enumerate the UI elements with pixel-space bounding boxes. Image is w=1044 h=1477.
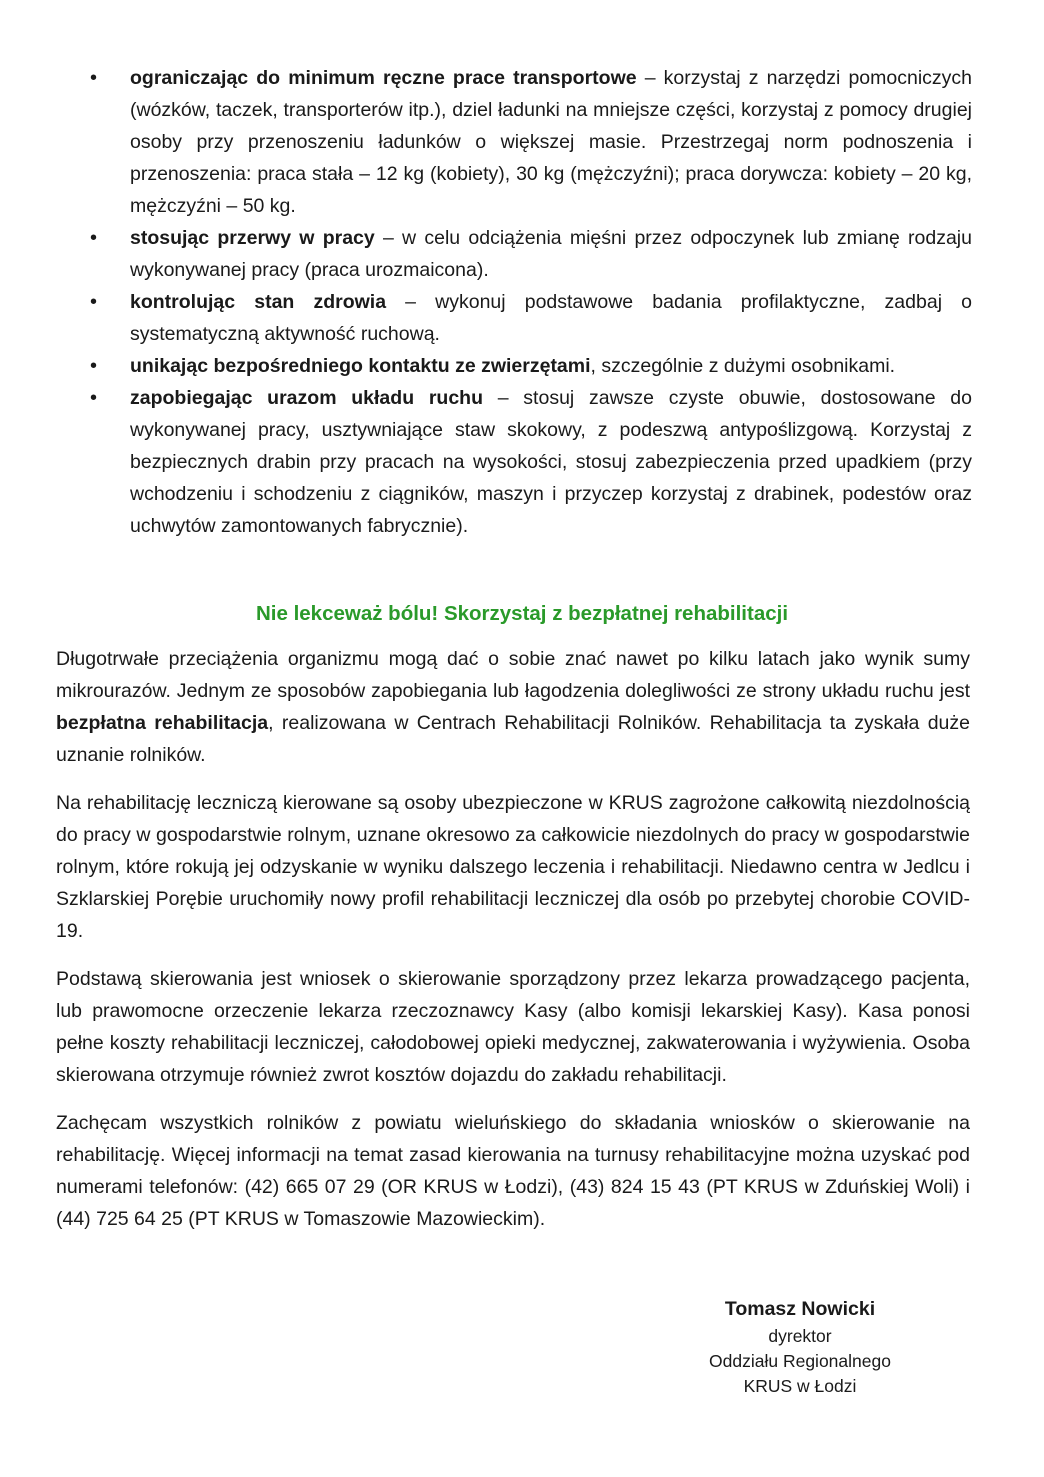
signature-department: Oddziału Regionalnego (709, 1351, 891, 1371)
list-item (82, 286, 972, 350)
list-item (82, 222, 972, 286)
signature-organization: KRUS w Łodzi (743, 1376, 857, 1396)
paragraph-text: Długotrwałe przeciążenia organizmu mogą dać o sobie znać nawet po kilku latach jako wynik sumy mikrourazów. Jednym ze sposobów zapobiegania lub łagodzenia dolegliwości ze strony układu ruchu jest (56, 648, 970, 702)
bullet-list (82, 62, 972, 542)
section-heading: Nie lekceważ bólu! Skorzystaj z bezpłatnej rehabilitacji (255, 602, 789, 625)
paragraph-contact: Zachęcam wszystkich rolników z powiatu wieluńskiego do składania wniosków o skierowanie na rehabilitację. Więcej informacji na temat zasad kierowania na turnusy rehabilitacyjne można uzyskać pod numerami telefonów: (42) 665 07 29 (OR KRUS w Łodzi), (43) 824 15 43 (PT KRUS w Zduńskiej Woli) i (44) 725 64 25 (PT KRUS w Tomaszowie Mazowieckim). (56, 1112, 970, 1230)
signature-block (650, 1294, 950, 1399)
paragraph-bold: bezpłatna rehabilitacja (56, 712, 269, 734)
list-item (82, 62, 972, 222)
list-item (82, 350, 972, 382)
paragraph-intro (56, 643, 970, 771)
paragraph-referral: Podstawą skierowania jest wniosek o skierowanie sporządzony przez lekarza prowadzącego pacjenta, lub prawomocne orzeczenie lekarza rzeczoznawcy Kasy (albo komisji lekarskiej Kasy). Kasa ponosi pełne koszty rehabilitacji leczniczej, całodobowej opieki medycznej, zakwaterowania i wyżywienia. Osoba skierowana otrzymuje również zwrot kosztów dojazdu do zakładu rehabilitacji. (56, 968, 970, 1086)
signature-name: Tomasz Nowicki (724, 1298, 876, 1320)
bullet-bold: unikając bezpośredniego kontaktu ze zwierzętami (130, 355, 591, 377)
body-text (56, 643, 970, 1251)
bullet-text: – stosuj zawsze czyste obuwie, dostosowane do wykonywanej pracy, usztywniające staw skokowy, z podeszwą antypoślizgową. Korzystaj z bezpiecznych drabin przy pracach na wysokości, stosuj zabezpieczenia przed upadkiem (przy wchodzeniu i schodzeniu z ciągników, maszyn i przyczep korzystaj z drabinek, podestów oraz uchwytów zamontowanych fabrycznie). (130, 387, 972, 537)
signature-title: dyrektor (768, 1326, 832, 1346)
list-item (82, 382, 972, 542)
bullet-text: , szczególnie z dużymi osobnikami. (590, 355, 896, 377)
paragraph-eligibility: Na rehabilitację leczniczą kierowane są osoby ubezpieczone w KRUS zagrożone całkowitą niezdolnością do pracy w gospodarstwie rolnym, uznane okresowo za całkowicie niezdolnych do pracy w gospodarstwie rolnym, które rokują jej odzyskanie w wyniku dalszego leczenia i rehabilitacji. Niedawno centra w Jedlcu i Szklarskiej Porębie uruchomiły nowy profil rehabilitacji leczniczej dla osób po przebytej chorobie COVID-19. (56, 792, 970, 942)
bullet-bold: zapobiegając urazom układu ruchu (130, 387, 483, 409)
bullet-bold: ograniczając do minimum ręczne prace transportowe (130, 67, 637, 89)
paragraph-text: , realizowana w Centrach Rehabilitacji Rolników. Rehabilitacja ta zyskała duże uznanie rolników. (56, 712, 970, 766)
bullet-text: – korzystaj z narzędzi pomocniczych (wózków, taczek, transporterów itp.), dziel ładunki na mniejsze części, korzystaj z pomocy drugiej osoby przy przenoszeniu ładunków o większej masie. Przestrzegaj norm podnoszenia i przenoszenia: praca stała – 12 kg (kobiety), 30 kg (mężczyźni); praca dorywcza: kobiety – 20 kg, mężczyźni – 50 kg. (130, 67, 972, 217)
bullet-bold: kontrolując stan zdrowia (130, 291, 387, 313)
bullet-text: – w celu odciążenia mięśni przez odpoczynek lub zmianę rodzaju wykonywanej pracy (praca urozmaicona). (130, 227, 972, 281)
bullet-text: – wykonuj podstawowe badania profilaktyczne, zadbaj o systematyczną aktywność ruchową. (130, 291, 972, 345)
bullet-bold: stosując przerwy w pracy (130, 227, 375, 249)
